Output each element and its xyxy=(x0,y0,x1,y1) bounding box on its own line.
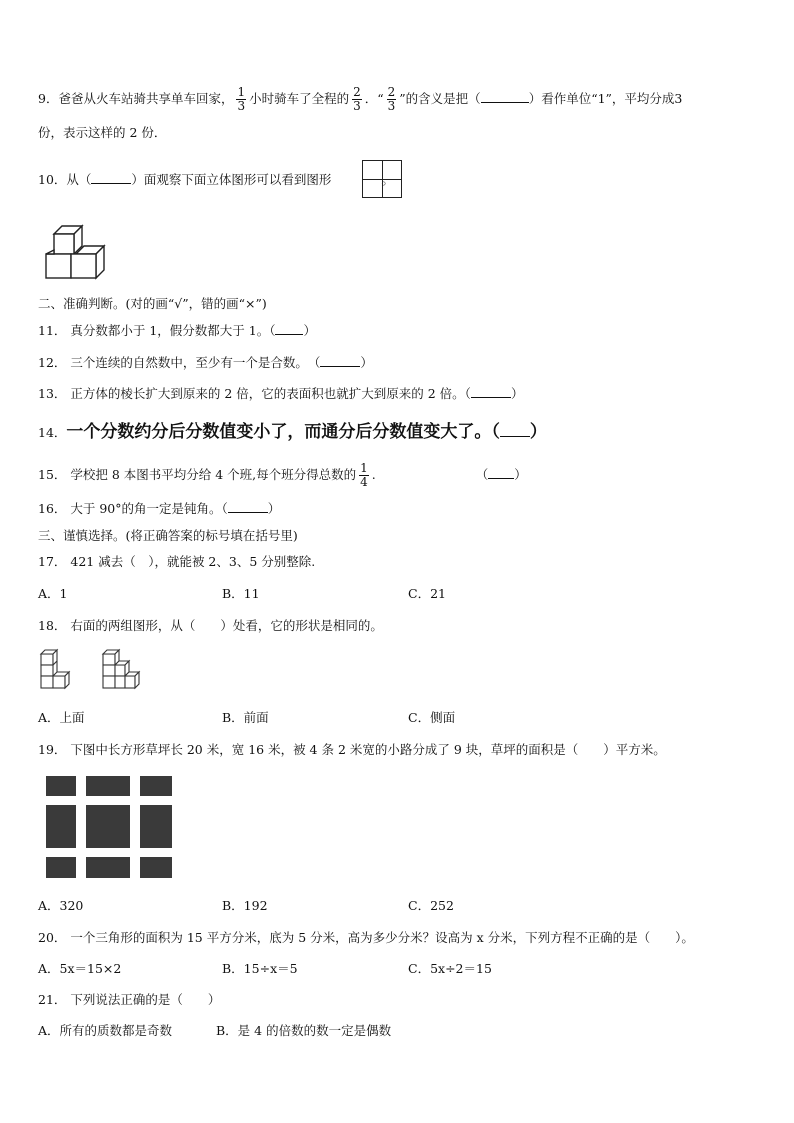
q17-option-a[interactable]: A．1 xyxy=(38,586,68,601)
q9-text-1: 9．爸爸从火车站骑共享单车回家， xyxy=(38,91,234,106)
section-3-heading: 三、谨慎选择。(将正确答案的标号填在括号里) xyxy=(38,528,298,543)
q9-text-3: ．“ xyxy=(364,91,384,106)
question-18-stem: 18． 右面的两组图形，从（ ）处看，它的形状是相同的。 xyxy=(38,618,383,633)
q20-option-b[interactable]: B．15÷x＝5 xyxy=(222,961,298,976)
q20-option-a[interactable]: A．5x＝15×2 xyxy=(38,961,122,976)
q10-view-grid-figure xyxy=(362,160,402,198)
q10-answer-blank[interactable] xyxy=(91,171,131,184)
q21-option-a[interactable]: A．所有的质数都是奇数 xyxy=(38,1023,173,1038)
question-17-stem: 17． 421 减去（ ），就能被 2、3、5 分别整除. xyxy=(38,554,316,569)
question-16: 16． 大于 90°的角一定是钝角。（ ） xyxy=(38,501,281,516)
q15-answer-blank[interactable] xyxy=(488,466,514,479)
q18-cube-figure-2 xyxy=(100,648,142,692)
q17-option-c[interactable]: C．21 xyxy=(408,586,446,601)
question-21-stem: 21． 下列说法正确的是（ ） xyxy=(38,992,221,1007)
q18-cube-figure-1 xyxy=(38,648,72,692)
q21-option-b[interactable]: B．是 4 的倍数的数一定是偶数 xyxy=(216,1023,392,1038)
q11-answer-blank[interactable] xyxy=(275,322,303,335)
q9-fraction-2: $\frac{2}{3}$ xyxy=(353,85,361,113)
q18-option-b[interactable]: B．前面 xyxy=(222,710,269,725)
q19-lawn-figure xyxy=(46,776,172,878)
q9-fraction-3: $\frac{2}{3}$ xyxy=(387,85,396,113)
question-20-stem: 20． 一个三角形的面积为 15 平方分米，底为 5 分米，高为多少分米？设高为 x 分米，下列方程不正确的是（ ）。 xyxy=(38,930,694,945)
question-13: 13． 正方体的棱长扩大到原来的 2 倍，它的表面积也就扩大到原来的 2 倍。（ ） xyxy=(38,386,524,401)
q13-answer-blank[interactable] xyxy=(471,385,511,398)
q19-option-a[interactable]: A．320 xyxy=(38,898,84,913)
q9-text-2: 小时骑车了全程的 xyxy=(249,91,350,106)
q9-text-4: ”的含义是把（ xyxy=(399,91,481,106)
q18-option-a[interactable]: A．上面 xyxy=(38,710,85,725)
question-15: 15． 学校把 8 本图书平均分给 4 个班,每个班分得总数的 $\frac{1}{4}$ . （ ） xyxy=(38,461,527,489)
q14-answer-blank[interactable] xyxy=(500,424,530,437)
q16-answer-blank[interactable] xyxy=(228,500,268,513)
q18-option-c[interactable]: C．侧面 xyxy=(408,710,456,725)
question-9-line-2: 份，表示这样的 2 份． xyxy=(38,125,167,140)
q9-text-5: ）看作单位“1”，平均分成3 xyxy=(528,91,683,106)
q17-option-b[interactable]: B．11 xyxy=(222,586,260,601)
q10-cube-figure xyxy=(40,220,112,282)
q19-option-b[interactable]: B．192 xyxy=(222,898,268,913)
question-10: 10．从（ ）面观察下面立体图形可以看到图形 。 xyxy=(38,172,394,187)
question-12: 12． 三个连续的自然数中，至少有一个是合数。 （ ） xyxy=(38,355,373,370)
q19-option-c[interactable]: C．252 xyxy=(408,898,454,913)
q20-option-c[interactable]: C．5x÷2＝15 xyxy=(408,961,492,976)
q15-fraction: $\frac{1}{4}$ xyxy=(360,461,368,489)
q9-answer-blank[interactable] xyxy=(481,90,529,103)
question-11: 11． 真分数都小于 1，假分数都大于 1。（ ） xyxy=(38,323,316,338)
q12-answer-blank[interactable] xyxy=(320,354,360,367)
section-2-heading: 二、准确判断。(对的画“√”，错的画“×”) xyxy=(38,296,267,311)
question-19-stem: 19． 下图中长方形草坪长 20 米，宽 16 米，被 4 条 2 米宽的小路分成了 9 块，草坪的面积是（ ）平方米。 xyxy=(38,742,666,757)
question-9-line-1 xyxy=(38,86,682,113)
question-14: 14．一个分数约分后分数值变小了，而通分后分数值变大了。（ ） xyxy=(38,422,547,442)
q9-fraction-1: $\frac{1}{3}$ xyxy=(237,85,246,113)
